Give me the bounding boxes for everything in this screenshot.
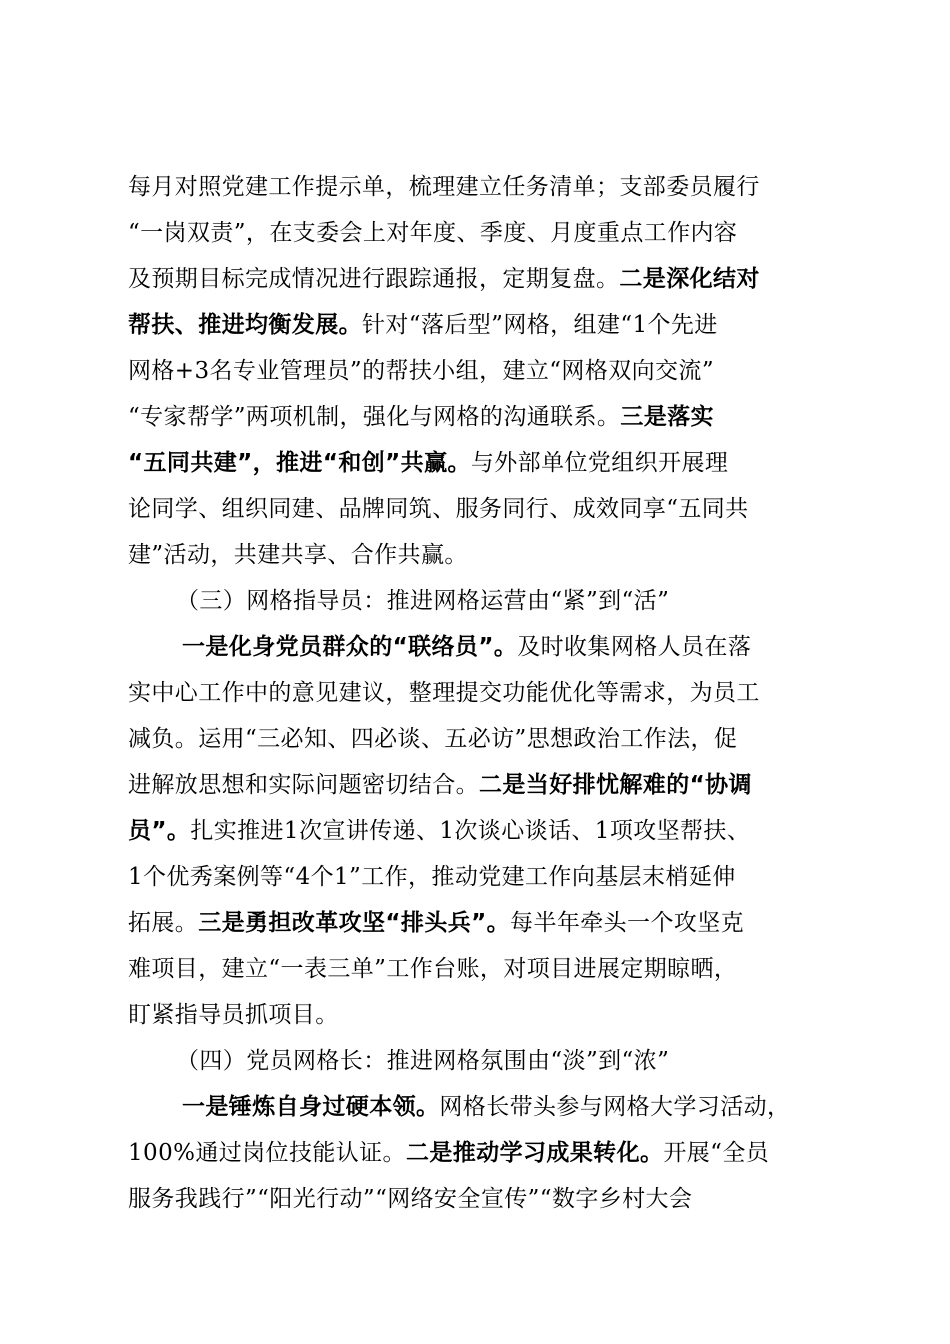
paragraph-line: 每月对照党建工作提示单，梳理建立任务清单；支部委员履行 — [128, 174, 760, 200]
section-heading: （三）网格指导员：推进网格运营由“紧”到“活” — [176, 588, 670, 614]
paragraph-line: 实中心工作中的意见建议，整理提交功能优化等需求，为员工 — [128, 680, 760, 706]
paragraph-line: 一是化身党员群众的“联络员”。及时收集网格人员在落 — [182, 634, 752, 660]
paragraph-line: 100%通过岗位技能认证。二是推动学习成果转化。开展“全员 — [128, 1140, 770, 1166]
paragraph-line: 及预期目标完成情况进行跟踪通报，定期复盘。二是深化结对 — [128, 266, 760, 292]
paragraph-line: 减负。运用“三必知、四必谈、五必访”思想政治工作法，促 — [128, 726, 738, 752]
paragraph-line: 帮扶、推进均衡发展。针对“落后型”网格，组建“1个先进 — [128, 312, 718, 338]
paragraph-line: 难项目，建立“一表三单”工作台账，对项目进展定期晾晒， — [128, 956, 738, 982]
paragraph-line: 建”活动，共建共享、合作共赢。 — [128, 542, 468, 568]
paragraph-line: “五同共建”，推进“和创”共赢。与外部单位党组织开展理 — [128, 450, 729, 476]
section-heading: （四）党员网格长：推进网格氛围由“淡”到“浓” — [176, 1048, 670, 1074]
paragraph-line: “专家帮学”两项机制，强化与网格的沟通联系。三是落实 — [128, 404, 714, 430]
paragraph-line: 网格+3名专业管理员”的帮扶小组，建立“网格双向交流” — [128, 358, 714, 384]
paragraph-line: 服务我践行”“阳光行动”“网络安全宣传”“数字乡村大会 — [128, 1186, 693, 1212]
paragraph-line: 一是锤炼自身过硬本领。网格长带头参与网格大学习活动， — [182, 1094, 791, 1120]
paragraph-line: 进解放思想和实际问题密切结合。二是当好排忧解难的“协调 — [128, 772, 752, 798]
paragraph-line: “一岗双责”，在支委会上对年度、季度、月度重点工作内容 — [128, 220, 738, 246]
paragraph-line: 1个优秀案例等“4个1”工作，推动党建工作向基层末梢延伸 — [128, 864, 736, 890]
paragraph-line: 员”。扎实推进1次宣讲传递、1次谈心谈话、1项攻坚帮扶、 — [128, 818, 751, 844]
paragraph-line: 盯紧指导员抓项目。 — [128, 1002, 339, 1028]
paragraph-line: 拓展。三是勇担改革攻坚“排头兵”。每半年牵头一个攻坚克 — [128, 910, 745, 936]
paragraph-line: 论同学、组织同建、品牌同筑、服务同行、成效同享“五同共 — [128, 496, 749, 522]
